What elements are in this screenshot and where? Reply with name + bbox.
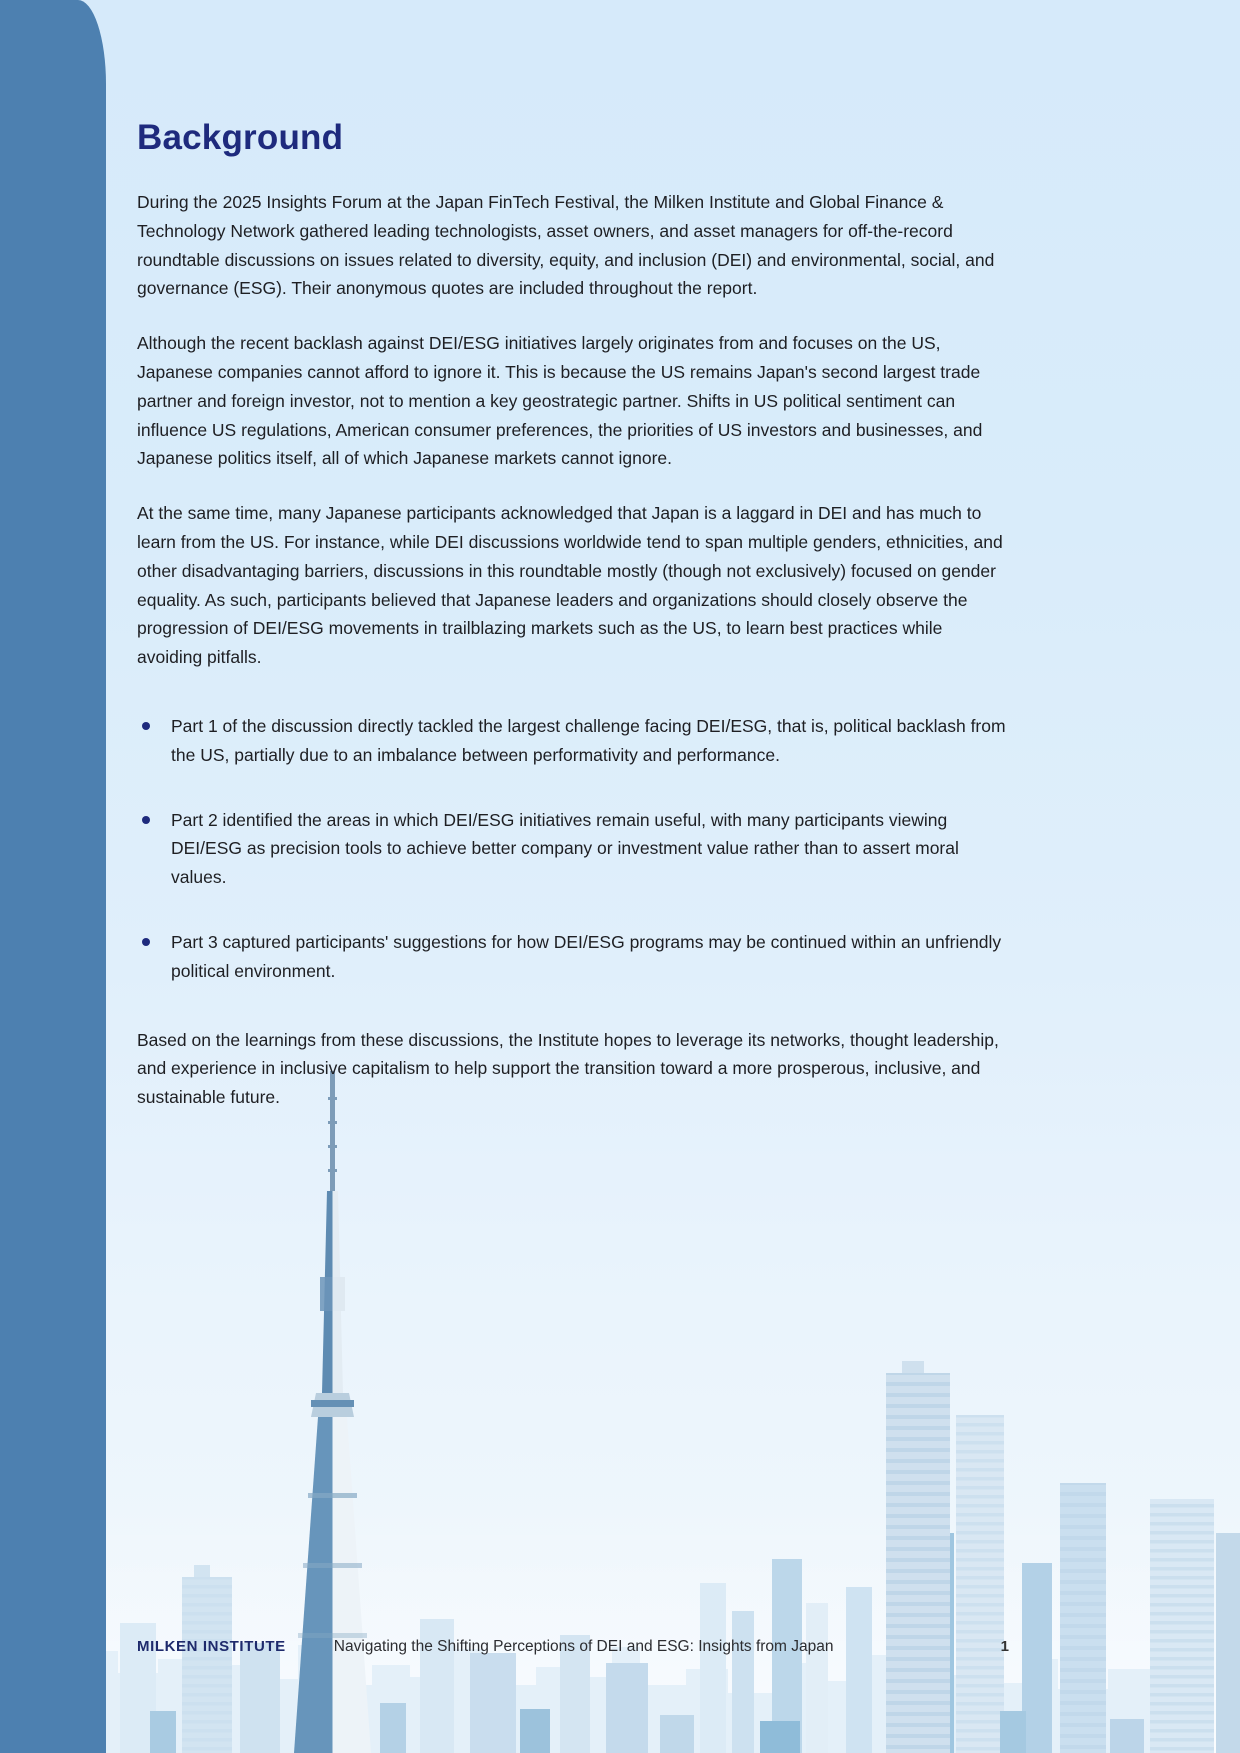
paragraph-2: Although the recent backlash against DEI/ESG initiatives largely originates from and focuses on the US, Japanese companies cannot afford to ignore it. This is because the US remains Japan's second largest trade partner and foreign investor, not to mention a key geostrategic partner. Shifts in US political sentiment can influence US regulations, American consumer preferences, the priorities of US investors and businesses, and Japanese politics itself, all of which Japanese markets cannot ignore. [137,333,983,469]
footer-report-title: Navigating the Shifting Perceptions of DEI and ESG: Insights from Japan [333,1638,834,1655]
paragraph-1: During the 2025 Insights Forum at the Japan FinTech Festival, the Milken Institute and Global Finance & Technology Network gathered leading technologists, asset owners, and asset managers for off-the-record roundtable discussions on issues related to diversity, equity, and inclusion (DEI) and environmental, social, and governance (ESG). Their anonymous quotes are included throughout the report. [137,192,995,299]
right-building-cluster [886,1361,1240,1753]
footer-page-number: 1 [1000,1638,1009,1655]
bullet-marker-icon [142,938,150,946]
page-content [137,0,1011,1112]
bullet-text-3: Part 3 captured participants' suggestions for how DEI/ESG programs may be continued within an unfriendly political environment. [171,931,1002,981]
paragraph-3: At the same time, many Japanese participants acknowledged that Japan is a laggard in DEI and has much to learn from the US. For instance, while DEI discussions worldwide tend to span multiple genders, ethnicities, and other disadvantaging barriers, discussions in this roundtable mostly (though not exclusively) focused on gender equality. As such, participants believed that Japanese leaders and organizations should closely observe the progression of DEI/ESG movements in trailblazing markets such as the US, to learn best practices while avoiding pitfalls. [137,503,1003,668]
bullet-text-2: Part 2 identified the areas in which DEI/ESG initiatives remain useful, with many participants viewing DEI/ESG as precision tools to achieve better company or investment value rather than to assert moral values. [171,809,959,888]
bullet-marker-icon [142,816,150,824]
page-footer [137,1638,1009,1656]
bullet-text-1: Part 1 of the discussion directly tackled the largest challenge facing DEI/ESG, that is, political backlash from the US, partially due to an imbalance between performativity and performance. [171,715,1006,765]
bullet-marker-icon [142,722,150,730]
list-item [137,712,1011,770]
footer-brand: MILKEN INSTITUTE [137,1638,286,1655]
bullet-list [137,712,1011,986]
left-accent-band [0,0,106,1753]
closing-paragraph: Based on the learnings from these discussions, the Institute hopes to leverage its networks, thought leadership, and experience in inclusive capitalism to help support the transition toward a more prosperous, inclusive, and sustainable future. [137,1029,999,1108]
list-item [137,928,1011,986]
page-title: Background [137,118,344,157]
list-item [137,806,1011,892]
